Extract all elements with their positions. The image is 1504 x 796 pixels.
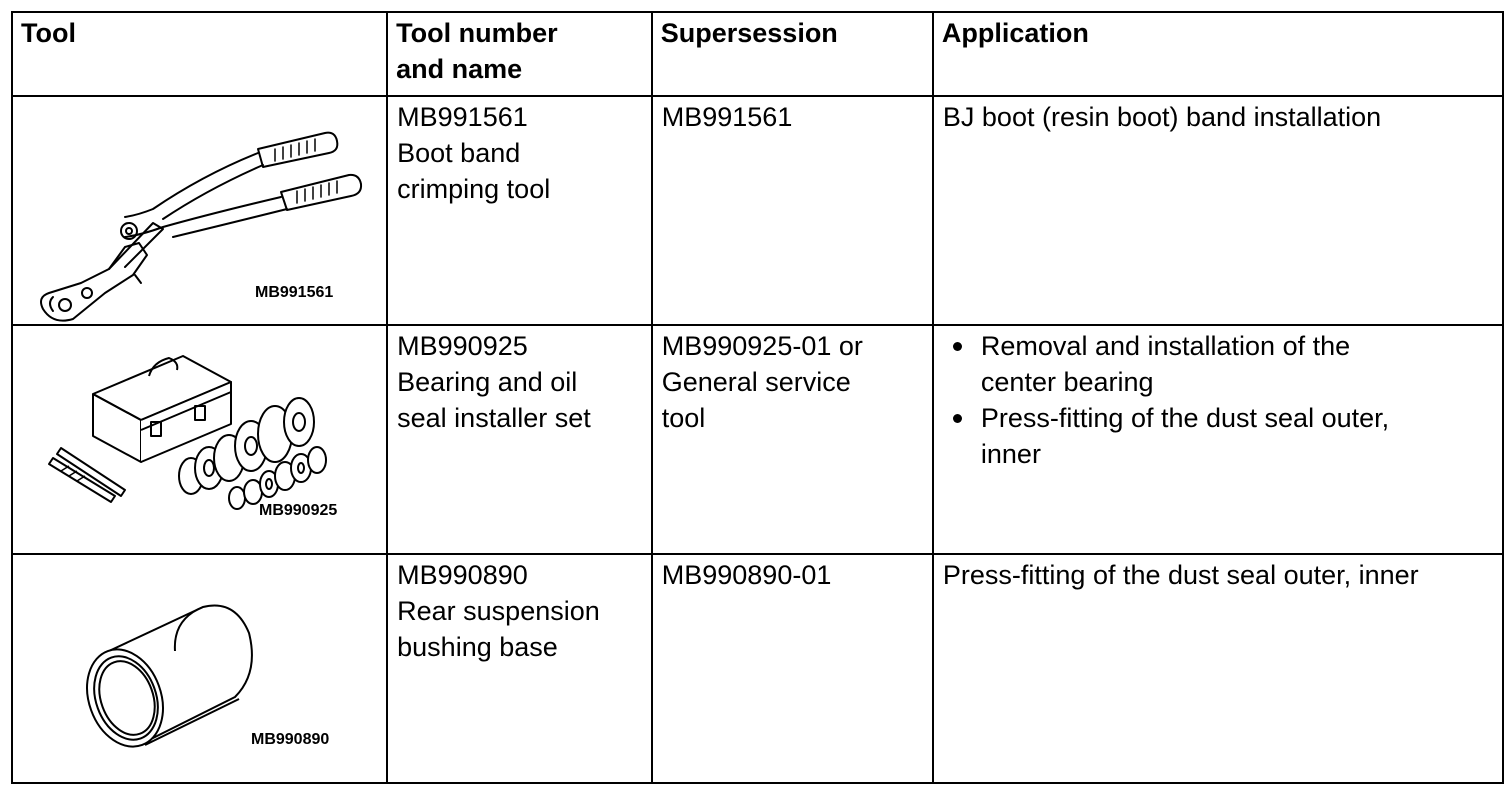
bushing-base-icon <box>13 555 394 784</box>
tool-name-line: Boot band <box>397 138 521 168</box>
supersession-value: MB991561 <box>661 102 793 132</box>
header-application: Application <box>933 12 1503 96</box>
application-text: BJ boot (resin boot) band installation <box>942 102 1382 132</box>
supersession-value: MB990890-01 <box>661 560 832 590</box>
tool-image-caption: MB990890 <box>251 731 330 748</box>
table-row <box>12 96 1503 325</box>
tool-name-line: seal installer set <box>397 403 591 433</box>
application-bullet: Press-fitting of the dust seal outer, inner <box>981 400 1494 472</box>
tool-number: MB990890 <box>397 560 528 590</box>
header-tool: Tool <box>12 12 387 96</box>
tool-number-cell <box>387 554 652 783</box>
header-row <box>12 12 1503 96</box>
supersession-cell <box>652 96 933 325</box>
tool-name-line: Bearing and oil <box>397 367 578 397</box>
boot-band-crimping-tool-icon <box>13 97 394 326</box>
supersession-cell <box>652 554 933 783</box>
special-tools-table <box>11 11 1504 784</box>
tool-number-cell <box>387 96 652 325</box>
application-cell <box>933 554 1503 783</box>
application-cell <box>933 325 1503 554</box>
table-row <box>12 325 1503 554</box>
tool-name-line: crimping tool <box>397 174 551 204</box>
tool-image-cell <box>12 325 387 554</box>
tool-image-caption: MB991561 <box>255 284 334 301</box>
application-text: Press-fitting of the dust seal outer, inner <box>942 560 1419 590</box>
tool-name-line: Rear suspension <box>397 596 600 626</box>
application-cell <box>933 96 1503 325</box>
tool-name-line: bushing base <box>397 632 558 662</box>
supersession-value: General service <box>661 367 851 397</box>
application-bullet-list <box>943 328 1494 472</box>
supersession-value: tool <box>661 403 706 433</box>
tool-number: MB991561 <box>397 102 528 132</box>
tool-number: MB990925 <box>397 331 528 361</box>
tool-image-cell <box>12 96 387 325</box>
tool-number-cell <box>387 325 652 554</box>
tool-image-cell <box>12 554 387 783</box>
header-supersession: Supersession <box>652 12 933 96</box>
supersession-value: MB990925-01 or <box>661 331 863 361</box>
supersession-cell <box>652 325 933 554</box>
header-tool-number: Tool number and name <box>387 12 652 96</box>
bearing-installer-set-icon <box>13 326 394 555</box>
tool-image-caption: MB990925 <box>259 502 338 519</box>
table-row <box>12 554 1503 783</box>
application-bullet: Removal and installation of the center bearing <box>981 328 1494 400</box>
